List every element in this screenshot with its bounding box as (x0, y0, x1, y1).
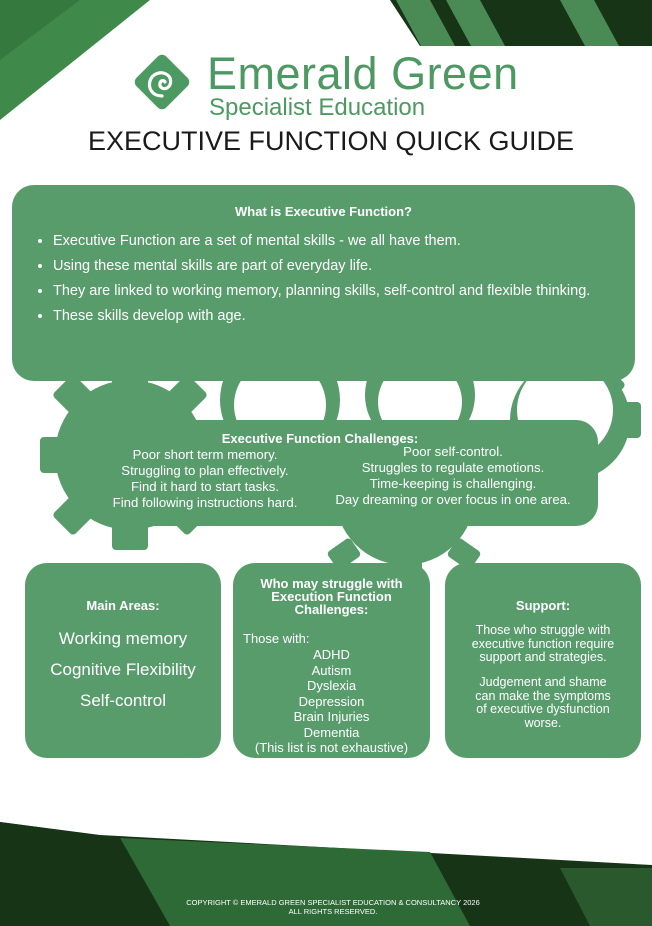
support-line: Those who struggle with (475, 623, 611, 637)
brand-subtitle: Specialist Education (209, 94, 426, 121)
challenge-item: Find it hard to start tasks. (130, 479, 280, 494)
main-area-item: Self-control (80, 691, 166, 710)
who-item: Brain Injuries (293, 709, 370, 724)
support-line: executive function require (471, 636, 615, 651)
who-heading-line: Challenges: (294, 602, 369, 617)
main-areas-list (25, 623, 221, 716)
who-note: (This list is not exhaustive) (254, 740, 409, 755)
challenge-item: Poor self-control. (403, 444, 503, 459)
who-item: Autism (311, 662, 352, 678)
support-line: of executive dysfunction (476, 702, 610, 716)
what-is-bullet: • They are linked to working memory, planning skills, self-control and flexible thinking. (53, 279, 611, 304)
main-areas-heading: Main Areas: (86, 598, 160, 613)
challenges-left-list (98, 447, 312, 511)
challenges-heading: Executive Function Challenges: (221, 431, 419, 446)
challenge-item: Struggling to plan effectively. (121, 463, 289, 478)
who-item: Dementia (303, 724, 360, 740)
support-line: Judgement and shame (479, 675, 607, 689)
who-heading-line: Who may struggle with (260, 576, 403, 591)
what-is-bullet: • These skills develop with age. (53, 304, 611, 329)
who-item: Dyslexia (306, 678, 357, 693)
main-areas-panel (25, 563, 221, 758)
what-is-panel (12, 185, 635, 381)
logo (132, 52, 192, 112)
challenge-item: Struggles to regulate emotions. (361, 460, 545, 475)
what-is-bullet: • Executive Function are a set of mental skills - we all have them. (53, 229, 611, 254)
support-line: support and strategies. (479, 650, 607, 664)
support-para2 (445, 676, 641, 730)
who-intro: Those with: (243, 631, 310, 646)
what-is-heading: What is Executive Function? (235, 204, 412, 219)
what-is-bullet: • Using these mental skills are part of everyday life. (53, 254, 611, 279)
main-area-item: Working memory (58, 629, 188, 648)
support-line: can make the symptoms (475, 688, 611, 703)
rights-line: ALL RIGHTS RESERVED. (288, 907, 378, 916)
challenge-item: Day dreaming or over focus in one area. (335, 492, 571, 507)
support-para1 (445, 624, 641, 665)
support-panel (445, 563, 641, 758)
challenge-item: Poor short term memory. (132, 447, 278, 462)
what-is-list (31, 229, 611, 329)
who-list (233, 647, 430, 756)
who-item: ADHD (313, 647, 350, 662)
who-item: Depression (298, 693, 365, 709)
spiral-diamond-icon (132, 52, 192, 112)
who-heading (233, 577, 430, 616)
who-panel (233, 563, 430, 758)
who-heading-line: Execution Function (271, 589, 392, 604)
main-area-item: Cognitive Flexibility (50, 660, 196, 679)
challenge-item: Find following instructions hard. (112, 495, 298, 510)
challenge-item: Time-keeping is challenging. (369, 476, 537, 491)
challenges-right-list (318, 444, 588, 508)
support-line: worse. (524, 715, 562, 730)
copyright-footer (0, 898, 652, 916)
page-title: EXECUTIVE FUNCTION QUICK GUIDE (87, 126, 575, 156)
brand-name: Emerald Green (207, 48, 519, 99)
copyright-line: COPYRIGHT © EMERALD GREEN SPECIALIST EDUCATION & CONSULTANCY 2026 (186, 898, 480, 907)
support-heading: Support: (515, 598, 571, 613)
